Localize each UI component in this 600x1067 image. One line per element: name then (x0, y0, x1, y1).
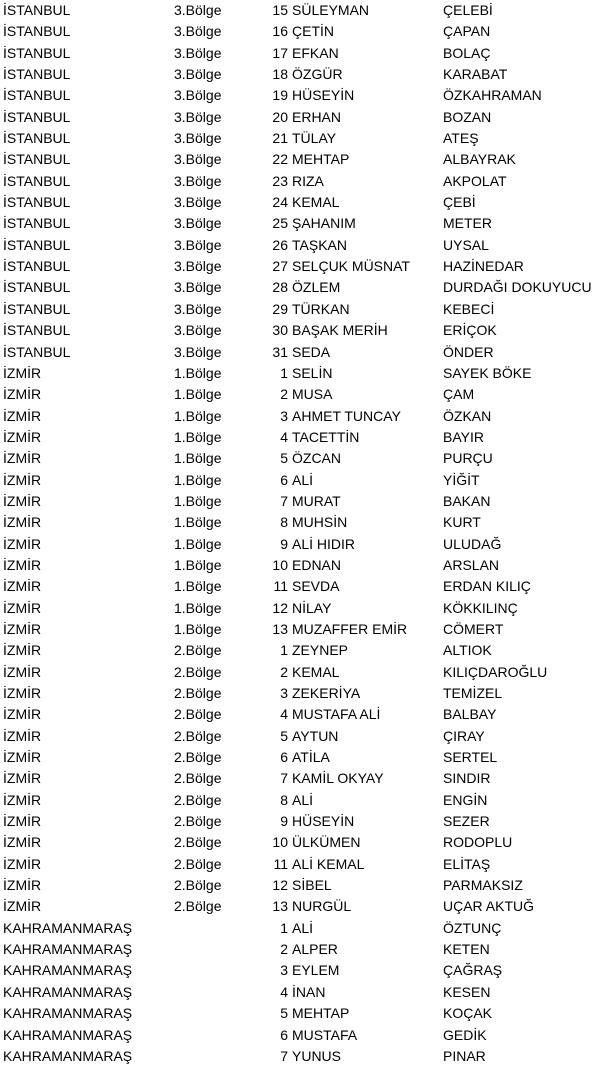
table-row (0, 918, 600, 939)
table-row (0, 832, 600, 853)
list-number-cell: 31 (272, 343, 288, 360)
region-cell: 2.Bölge (174, 770, 222, 787)
city-cell: İZMİR (3, 599, 42, 616)
table-row (0, 277, 600, 298)
last-name-cell: ARSLAN (443, 556, 500, 573)
region-cell: 2.Bölge (174, 663, 222, 680)
last-name-cell: METER (443, 215, 492, 232)
city-cell: İZMİR (3, 706, 42, 723)
city-cell: İZMİR (3, 727, 42, 744)
city-cell: KAHRAMANMARAŞ (3, 1005, 133, 1022)
table-row (0, 640, 600, 661)
first-name-cell: MUZAFFER EMİR (292, 620, 408, 637)
region-cell: 2.Bölge (174, 813, 222, 830)
last-name-cell: ÖNDER (443, 343, 494, 360)
region-cell: 2.Bölge (174, 706, 222, 723)
first-name-cell: ÖZGÜR (292, 66, 343, 83)
first-name-cell: KEMAL (292, 663, 340, 680)
first-name-cell: ZEKERİYA (292, 685, 361, 701)
last-name-cell: KURT (443, 514, 481, 531)
table-row (0, 363, 600, 384)
city-cell: İSTANBUL (3, 194, 71, 211)
last-name-cell: ALBAYRAK (443, 151, 516, 168)
list-number-cell: 24 (272, 194, 288, 211)
first-name-cell: ALİ (292, 471, 314, 488)
list-number-cell: 5 (280, 450, 288, 467)
last-name-cell: ÖZTUNÇ (443, 919, 502, 936)
city-cell: İZMİR (3, 535, 42, 552)
list-number-cell: 1 (280, 364, 288, 381)
last-name-cell: ERİÇOK (443, 322, 497, 339)
last-name-cell: SERTEL (443, 749, 498, 766)
table-row (0, 235, 600, 256)
table-row (0, 448, 600, 469)
city-cell: KAHRAMANMARAŞ (3, 962, 133, 979)
region-cell: 3.Bölge (174, 258, 222, 275)
city-cell: İZMİR (3, 834, 42, 851)
region-cell: 1.Bölge (174, 599, 222, 616)
list-number-cell: 7 (280, 770, 288, 787)
first-name-cell: SEVDA (292, 578, 340, 595)
region-cell: 2.Bölge (174, 642, 222, 659)
table-row (0, 662, 600, 683)
list-number-cell: 8 (280, 791, 288, 808)
table-row (0, 171, 600, 192)
region-cell: 2.Bölge (174, 749, 222, 766)
table-row (0, 939, 600, 960)
last-name-cell: BOLAÇ (443, 44, 491, 61)
first-name-cell: MURAT (292, 492, 341, 509)
first-name-cell: EFKAN (292, 44, 339, 61)
region-cell: 2.Bölge (174, 855, 222, 872)
first-name-cell: ZEYNEP (292, 642, 349, 659)
last-name-cell: GEDİK (443, 1026, 487, 1043)
region-cell: 2.Bölge (174, 877, 222, 894)
region-cell: 1.Bölge (174, 364, 222, 381)
list-number-cell: 11 (273, 855, 288, 872)
table-row (0, 299, 600, 320)
table-row (0, 747, 600, 768)
table-row (0, 406, 600, 427)
first-name-cell: SİBEL (292, 877, 332, 894)
list-number-cell: 23 (272, 172, 288, 189)
city-cell: İSTANBUL (3, 2, 71, 18)
city-cell: İSTANBUL (3, 322, 71, 339)
list-number-cell: 12 (272, 599, 288, 616)
list-number-cell: 1 (280, 919, 288, 936)
first-name-cell: KAMİL OKYAY (292, 770, 384, 787)
last-name-cell: ELİTAŞ (443, 855, 491, 872)
city-cell: İSTANBUL (3, 87, 71, 104)
region-cell: 1.Bölge (174, 535, 222, 552)
table-row (0, 619, 600, 640)
last-name-cell: BALBAY (443, 706, 497, 723)
first-name-cell: ÖZLEM (292, 279, 341, 296)
first-name-cell: ALİ (292, 791, 314, 808)
table-row (0, 470, 600, 491)
first-name-cell: ATİLA (292, 749, 330, 766)
region-cell: 3.Bölge (174, 23, 222, 40)
list-number-cell: 2 (280, 386, 288, 403)
list-number-cell: 5 (280, 1005, 288, 1022)
table-row (0, 896, 600, 917)
city-cell: İZMİR (3, 642, 42, 659)
table-row (0, 854, 600, 875)
list-number-cell: 27 (272, 258, 288, 275)
list-number-cell: 18 (272, 66, 288, 83)
region-cell: 2.Bölge (174, 791, 222, 808)
table-row (0, 342, 600, 363)
first-name-cell: ÜLKÜMEN (292, 834, 361, 851)
city-cell: İZMİR (3, 578, 42, 595)
first-name-cell: HÜSEYİN (292, 813, 355, 830)
table-row (0, 427, 600, 448)
list-number-cell: 1 (280, 642, 288, 659)
list-number-cell: 19 (272, 87, 288, 104)
first-name-cell: TÜLAY (292, 130, 337, 147)
region-cell: 3.Bölge (174, 279, 222, 296)
first-name-cell: ŞAHANIM (292, 215, 356, 232)
last-name-cell: BOZAN (443, 108, 492, 125)
region-cell: 3.Bölge (174, 66, 222, 83)
list-number-cell: 28 (272, 279, 288, 296)
last-name-cell: SAYEK BÖKE (443, 364, 532, 381)
region-cell: 1.Bölge (174, 407, 222, 424)
first-name-cell: NURGÜL (292, 898, 352, 915)
first-name-cell: MEHTAP (292, 151, 350, 168)
table-row (0, 683, 600, 704)
region-cell: 3.Bölge (174, 44, 222, 61)
region-cell: 1.Bölge (174, 578, 222, 595)
region-cell: 3.Bölge (174, 151, 222, 168)
city-cell: İSTANBUL (3, 279, 71, 296)
last-name-cell: ÇEBİ (443, 194, 476, 211)
region-cell: 3.Bölge (174, 194, 222, 211)
city-cell: İSTANBUL (3, 343, 71, 360)
city-cell: İZMİR (3, 556, 42, 573)
first-name-cell: RIZA (292, 172, 324, 189)
last-name-cell: ÇIRAY (443, 727, 485, 744)
last-name-cell: AKPOLAT (443, 172, 507, 189)
table-row (0, 0, 600, 21)
first-name-cell: ÖZCAN (292, 450, 341, 467)
first-name-cell: TACETTİN (292, 428, 360, 445)
first-name-cell: ERHAN (292, 108, 342, 125)
region-cell: 3.Bölge (174, 87, 222, 104)
table-row (0, 213, 600, 234)
list-number-cell: 22 (272, 151, 288, 168)
region-cell: 1.Bölge (174, 514, 222, 531)
city-cell: İZMİR (3, 663, 42, 680)
last-name-cell: ERDAN KILIÇ (443, 578, 531, 595)
region-cell: 3.Bölge (174, 172, 222, 189)
first-name-cell: AYTUN (292, 727, 339, 744)
region-cell: 2.Bölge (174, 834, 222, 851)
first-name-cell: TÜRKAN (292, 300, 350, 317)
city-cell: İSTANBUL (3, 172, 71, 189)
table-row (0, 491, 600, 512)
region-cell: 1.Bölge (174, 428, 222, 445)
first-name-cell: EYLEM (292, 962, 340, 979)
first-name-cell: MUSTAFA ALİ (292, 706, 381, 723)
region-cell: 3.Bölge (174, 322, 222, 339)
last-name-cell: KÖKKILINÇ (443, 599, 518, 616)
last-name-cell: TEMİZEL (443, 685, 503, 701)
list-number-cell: 3 (280, 962, 288, 979)
last-name-cell: BAKAN (443, 492, 491, 509)
city-cell: İZMİR (3, 898, 42, 915)
region-cell: 1.Bölge (174, 556, 222, 573)
last-name-cell: ÖZKAHRAMAN (443, 87, 542, 104)
table-row (0, 384, 600, 405)
list-number-cell: 30 (272, 322, 288, 339)
first-name-cell: NİLAY (292, 599, 332, 616)
city-cell: İZMİR (3, 364, 42, 381)
list-number-cell: 16 (272, 23, 288, 40)
list-number-cell: 13 (272, 898, 288, 915)
city-cell: İZMİR (3, 685, 42, 701)
table-row (0, 128, 600, 149)
city-cell: KAHRAMANMARAŞ (3, 941, 133, 958)
list-number-cell: 7 (280, 492, 288, 509)
table-row (0, 1025, 600, 1046)
city-cell: İSTANBUL (3, 23, 71, 40)
city-cell: İZMİR (3, 450, 42, 467)
region-cell: 1.Bölge (174, 471, 222, 488)
table-row (0, 1003, 600, 1024)
city-cell: İSTANBUL (3, 66, 71, 83)
region-cell: 1.Bölge (174, 620, 222, 637)
list-number-cell: 6 (280, 749, 288, 766)
last-name-cell: YİĞİT (443, 471, 480, 488)
table-row (0, 811, 600, 832)
city-cell: İSTANBUL (3, 151, 71, 168)
list-number-cell: 5 (280, 727, 288, 744)
city-cell: İSTANBUL (3, 236, 71, 253)
table-row (0, 576, 600, 597)
list-number-cell: 13 (272, 620, 288, 637)
first-name-cell: MEHTAP (292, 1005, 350, 1022)
city-cell: İZMİR (3, 855, 42, 872)
first-name-cell: HÜSEYİN (292, 87, 355, 104)
last-name-cell: KOÇAK (443, 1005, 493, 1022)
first-name-cell: BAŞAK MERİH (292, 322, 388, 339)
table-row (0, 982, 600, 1003)
list-number-cell: 9 (280, 535, 288, 552)
list-number-cell: 2 (280, 663, 288, 680)
region-cell: 2.Bölge (174, 685, 222, 701)
last-name-cell: PARMAKSIZ (443, 877, 523, 894)
last-name-cell: KESEN (443, 983, 491, 1000)
region-cell: 3.Bölge (174, 300, 222, 317)
table-row (0, 960, 600, 981)
table-row (0, 149, 600, 170)
region-cell: 3.Bölge (174, 130, 222, 147)
first-name-cell: MUSA (292, 386, 333, 403)
first-name-cell: ALİ (292, 919, 314, 936)
first-name-cell: ALİ KEMAL (292, 855, 365, 872)
city-cell: İZMİR (3, 407, 42, 424)
last-name-cell: KEBECİ (443, 300, 495, 317)
table-row (0, 85, 600, 106)
city-cell: İZMİR (3, 791, 42, 808)
region-cell: 3.Bölge (174, 108, 222, 125)
region-cell: 1.Bölge (174, 450, 222, 467)
list-number-cell: 11 (273, 578, 288, 595)
table-row (0, 726, 600, 747)
list-number-cell: 3 (280, 685, 288, 701)
last-name-cell: UÇAR AKTUĞ (443, 898, 535, 915)
first-name-cell: SELÇUK MÜSNAT (292, 258, 410, 275)
table-row (0, 534, 600, 555)
last-name-cell: BAYIR (443, 428, 484, 445)
city-cell: İZMİR (3, 749, 42, 766)
list-number-cell: 7 (280, 1047, 288, 1064)
table-row (0, 875, 600, 896)
last-name-cell: PINAR (443, 1047, 486, 1064)
city-cell: İSTANBUL (3, 215, 71, 232)
list-number-cell: 6 (280, 471, 288, 488)
city-cell: KAHRAMANMARAŞ (3, 1047, 133, 1064)
last-name-cell: RODOPLU (443, 834, 513, 851)
last-name-cell: UYSAL (443, 236, 489, 253)
city-cell: KAHRAMANMARAŞ (3, 1026, 133, 1043)
list-number-cell: 10 (272, 834, 288, 851)
region-cell: 3.Bölge (174, 343, 222, 360)
city-cell: İSTANBUL (3, 108, 71, 125)
city-cell: KAHRAMANMARAŞ (3, 983, 133, 1000)
city-cell: İZMİR (3, 877, 42, 894)
city-cell: İZMİR (3, 620, 42, 637)
table-row (0, 21, 600, 42)
city-cell: İZMİR (3, 514, 42, 531)
table-row (0, 768, 600, 789)
table-row (0, 64, 600, 85)
city-cell: İZMİR (3, 492, 42, 509)
list-number-cell: 26 (272, 236, 288, 253)
list-number-cell: 25 (272, 215, 288, 232)
first-name-cell: KEMAL (292, 194, 340, 211)
first-name-cell: İNAN (292, 983, 326, 1000)
first-name-cell: ALPER (292, 941, 338, 958)
first-name-cell: SÜLEYMAN (292, 2, 370, 18)
city-cell: İZMİR (3, 471, 42, 488)
city-cell: İZMİR (3, 813, 42, 830)
last-name-cell: KARABAT (443, 66, 508, 83)
last-name-cell: ATEŞ (443, 130, 479, 147)
first-name-cell: EDNAN (292, 556, 342, 573)
last-name-cell: KETEN (443, 941, 490, 958)
first-name-cell: TAŞKAN (292, 236, 347, 253)
last-name-cell: PURÇU (443, 450, 493, 467)
last-name-cell: DURDAĞI DOKUYUCU (443, 279, 592, 296)
list-number-cell: 9 (280, 813, 288, 830)
table-row (0, 704, 600, 725)
table-row (0, 43, 600, 64)
city-cell: İSTANBUL (3, 258, 71, 275)
first-name-cell: AHMET TUNCAY (292, 407, 401, 424)
city-cell: İZMİR (3, 386, 42, 403)
list-number-cell: 4 (280, 983, 288, 1000)
first-name-cell: SELİN (292, 364, 333, 381)
city-cell: İZMİR (3, 428, 42, 445)
list-number-cell: 15 (272, 2, 288, 18)
last-name-cell: ENGİN (443, 791, 488, 808)
table-row (0, 192, 600, 213)
city-cell: KAHRAMANMARAŞ (3, 919, 133, 936)
table-row (0, 555, 600, 576)
last-name-cell: ÖZKAN (443, 407, 492, 424)
table-row (0, 790, 600, 811)
list-number-cell: 17 (272, 44, 288, 61)
first-name-cell: MUHSİN (292, 514, 348, 531)
city-cell: İSTANBUL (3, 130, 71, 147)
first-name-cell: ÇETİN (292, 23, 334, 40)
table-row (0, 512, 600, 533)
region-cell: 3.Bölge (174, 236, 222, 253)
first-name-cell: YUNUS (292, 1047, 342, 1064)
table-row (0, 598, 600, 619)
last-name-cell: SINDIR (443, 770, 491, 787)
list-number-cell: 29 (272, 300, 288, 317)
city-cell: İSTANBUL (3, 44, 71, 61)
table-row (0, 320, 600, 341)
last-name-cell: ÇAM (443, 386, 475, 403)
list-number-cell: 12 (272, 877, 288, 894)
list-number-cell: 4 (280, 706, 288, 723)
list-number-cell: 4 (280, 428, 288, 445)
region-cell: 2.Bölge (174, 727, 222, 744)
last-name-cell: ALTIOK (443, 642, 492, 659)
last-name-cell: ÇAPAN (443, 23, 491, 40)
last-name-cell: ÇAĞRAŞ (443, 962, 503, 979)
region-cell: 1.Bölge (174, 492, 222, 509)
list-number-cell: 2 (280, 941, 288, 958)
last-name-cell: CÖMERT (443, 620, 504, 637)
table-row (0, 1046, 600, 1067)
city-cell: İSTANBUL (3, 300, 71, 317)
last-name-cell: SEZER (443, 813, 490, 830)
last-name-cell: KILIÇDAROĞLU (443, 663, 548, 680)
last-name-cell: ULUDAĞ (443, 535, 502, 552)
list-number-cell: 21 (272, 130, 288, 147)
first-name-cell: MUSTAFA (292, 1026, 358, 1043)
table-row (0, 256, 600, 277)
list-number-cell: 3 (280, 407, 288, 424)
region-cell: 1.Bölge (174, 386, 222, 403)
region-cell: 2.Bölge (174, 898, 222, 915)
region-cell: 3.Bölge (174, 2, 222, 18)
region-cell: 3.Bölge (174, 215, 222, 232)
list-number-cell: 8 (280, 514, 288, 531)
last-name-cell: HAZİNEDAR (443, 258, 524, 275)
list-number-cell: 6 (280, 1026, 288, 1043)
table-row (0, 107, 600, 128)
first-name-cell: SEDA (292, 343, 331, 360)
list-number-cell: 10 (272, 556, 288, 573)
list-number-cell: 20 (272, 108, 288, 125)
last-name-cell: ÇELEBİ (443, 2, 493, 18)
city-cell: İZMİR (3, 770, 42, 787)
first-name-cell: ALİ HIDIR (292, 535, 356, 552)
